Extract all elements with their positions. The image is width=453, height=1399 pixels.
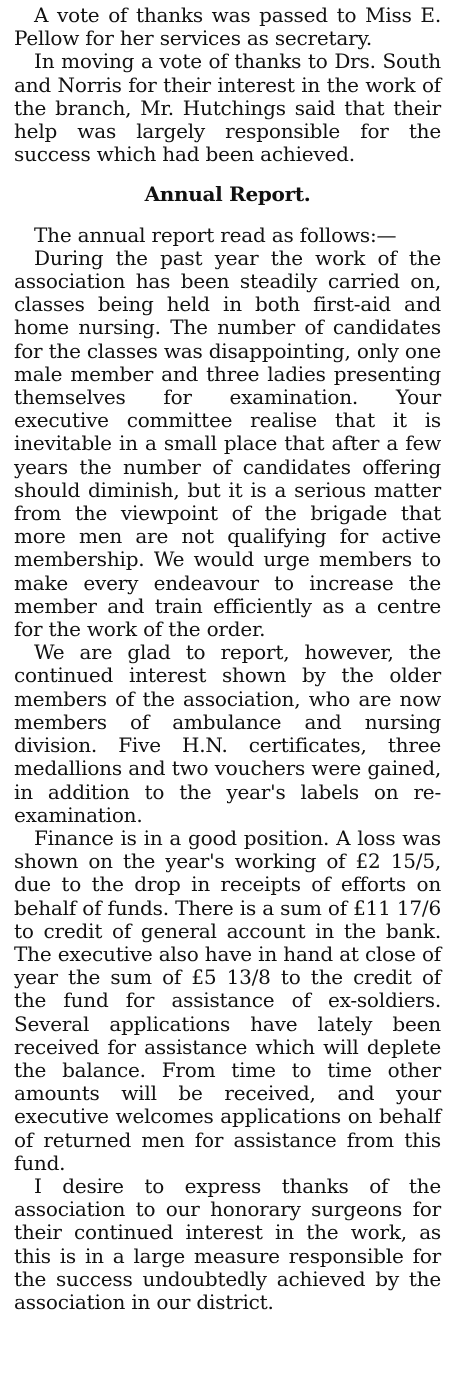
section-heading: Annual Report. xyxy=(144,182,311,207)
paragraph-report-members: We are glad to report, however, the continued interest shown by the older members of the association, who are now members of ambulance and nursing division. Five H.N. certificates, three medallions and two vouchers were gained, in addition to the year's labels on re-examination. xyxy=(14,640,441,827)
paragraph-report-thanks: I desire to express thanks of the association to our honorary surgeons for their continued interest in the work, as this is in a large measure responsible for the success undoubtedly achieved by the association in our district. xyxy=(14,1173,441,1314)
paragraph-vote-secretary: A vote of thanks was passed to Miss E. Pellow for her services as secretary. xyxy=(14,3,441,51)
paragraph-report-intro: The annual report read as follows:— xyxy=(34,222,397,247)
paragraph-report-work: During the past year the work of the association has been steadily carried on, classes being held in both first-aid and home nursing. The number of candidates for the classes was disappointing, only one male member and three ladies presenting themselves for examination. Your executive committee realise that it is inevitable in a small place that after a few years the number of candidates offering should diminish, but it is a serious matter from the viewpoint of the brigade that more men are not qualifying for active membership. We would urge members to make every endeavour to increase the member and train efficiently as a centre for the work of the order. xyxy=(14,245,441,642)
paragraph-report-finance: Finance is in a good position. A loss was shown on the year's working of £2 15/5, due to the drop in receipts of efforts on behalf of funds. There is a sum of £11 17/6 to credit of general account in the bank. The executive also have in hand at close of year the sum of £5 13/8 to the credit of the fund for assistance of ex-soldiers. Several applications have lately been received for assistance which will deplete the balance. From time to time other amounts will be received, and your executive welcomes applications on behalf of returned men for assistance from this fund. xyxy=(14,825,441,1175)
paragraph-vote-doctors: In moving a vote of thanks to Drs. South and Norris for their interest in the work of the branch, Mr. Hutchings said that their help was largely responsible for the success which had been achieved. xyxy=(14,49,441,167)
